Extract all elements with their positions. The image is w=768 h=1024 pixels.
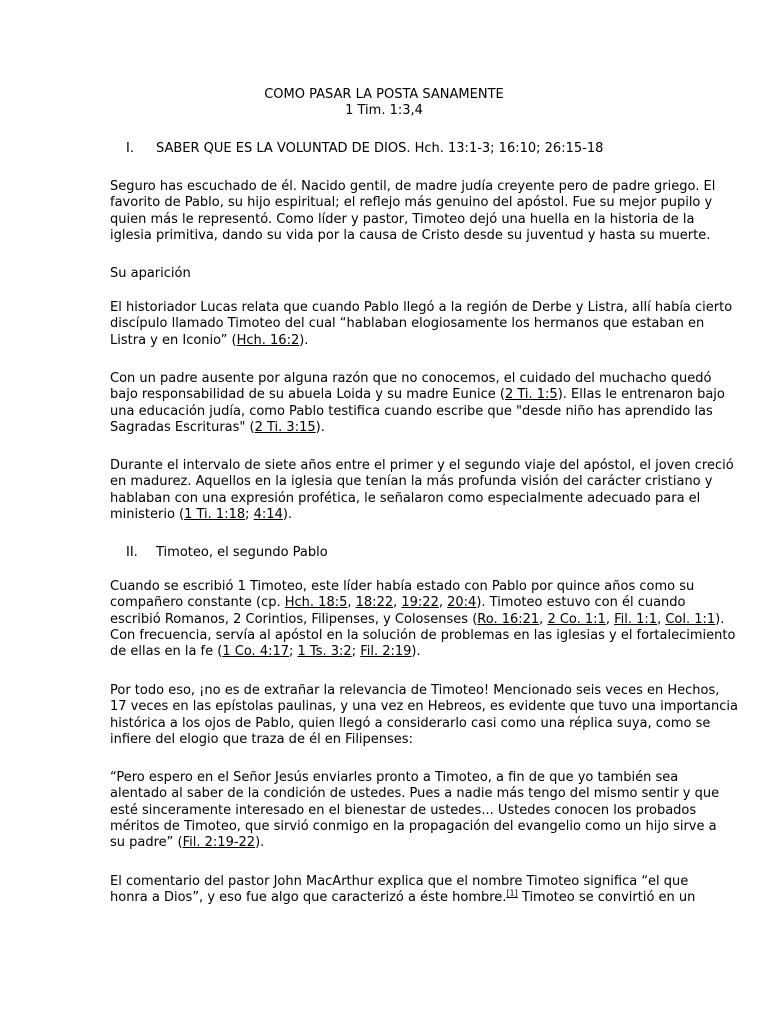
scripture-link[interactable]: Fil. 2:19-22 <box>182 835 256 851</box>
paragraph-family <box>110 371 725 436</box>
text-line: en madurez. Aquellos en la iglesia que tenían la más profunda visión del carácter cristiano y <box>110 474 713 490</box>
subheading-text: Su aparición <box>110 266 191 281</box>
text-line: discípulo llamado Timoteo del cual “hablaban elogiosamente los hermanos que estaban en <box>110 316 705 332</box>
paragraph-relevance <box>110 683 738 748</box>
text-run: , <box>539 611 548 627</box>
text-run: , <box>605 611 615 627</box>
scripture-link[interactable]: 20:4 <box>447 595 477 611</box>
text-line: quien más le representó. Como líder y pastor, Timoteo dejó una huella en la historia de la <box>110 211 695 227</box>
paragraph-maturity <box>110 458 734 523</box>
scripture-link[interactable]: 1 Ts. 3:2 <box>297 644 352 660</box>
text-line: una educación judía, como Pablo testifica cuando escribe que "desde niño has aprendido las <box>110 403 713 419</box>
section-number: I. <box>126 141 134 156</box>
scripture-link[interactable]: 2 Ti. 1:5 <box>504 387 558 403</box>
text-run: , <box>347 595 356 611</box>
text-line <box>110 835 670 851</box>
text-run: ). <box>411 644 421 660</box>
text-run: ). <box>255 835 265 851</box>
text-line: hablaban con una expresión profética, le señalaron como especialmente adecuado para el <box>110 490 701 506</box>
text-line: histórica a los ojos de Pablo, quien llegó a considerarlo casi como una réplica suya, como se <box>110 715 711 731</box>
text-line: 17 veces en las epístolas paulinas, y una vez en Hebreos, es evidente que tuvo una importancia <box>110 699 738 715</box>
text-run: ). <box>282 506 293 522</box>
paragraph-appearance <box>110 300 733 349</box>
text-run: , <box>657 611 666 627</box>
paragraph-intro <box>110 179 716 244</box>
text-run: escribió Romanos, 2 Corintios, Filipenses, y Colosenses ( <box>110 611 478 627</box>
text-line: Seguro has escuchado de él. Nacido gentil, de madre judía creyente pero de padre griego. El <box>110 179 716 194</box>
text-line <box>110 888 696 906</box>
title-line: COMO PASAR LA POSTA SANAMENTE <box>264 87 504 102</box>
paragraph-commentary <box>110 874 696 907</box>
subheading <box>110 266 670 282</box>
section-number: II. <box>126 545 138 560</box>
scripture-link[interactable]: 1 Co. 4:17 <box>222 644 290 660</box>
scripture-link[interactable]: Hch. 18:5 <box>284 595 348 611</box>
document-title <box>0 87 768 120</box>
text-line: alentado al saber de la condición de ustedes. Pues a nadie más tengo del mismo sentir y que <box>110 786 720 802</box>
text-line: infiere del elogio que traza de él en Filipenses: <box>110 731 413 747</box>
scripture-link[interactable]: 2 Co. 1:1 <box>547 611 606 627</box>
text-run: ). Ellas le entrenaron bajo <box>557 387 725 403</box>
section-title: Timoteo, el segundo Pablo <box>156 545 328 560</box>
text-line <box>110 611 725 628</box>
text-run: ). Timoteo estuvo con él cuando <box>476 595 686 611</box>
text-line <box>110 333 670 349</box>
text-run: , <box>393 595 402 611</box>
footnote-link[interactable]: [1] <box>506 888 518 898</box>
text-line: iglesia primitiva, dando su vida por la causa de Cristo desde su juventud y hasta su muerte. <box>110 227 711 243</box>
text-run: ; <box>289 644 298 660</box>
paragraph-companion <box>110 579 736 660</box>
text-line: “Pero espero en el Señor Jesús enviarles pronto a Timoteo, a fin de que yo también sea <box>110 770 679 785</box>
text-run: Sagradas Escrituras" ( <box>110 419 255 435</box>
text-run: , <box>438 595 448 611</box>
text-line: El comentario del pastor John MacArthur explica que el nombre Timoteo significa “el que <box>110 874 689 889</box>
scripture-link[interactable]: Hch. 16:2 <box>236 332 300 348</box>
text-run: Timoteo se convirtió en un <box>517 890 696 906</box>
text-run: bajo responsabilidad de su abuela Loida y su madre Eunice ( <box>110 387 505 403</box>
text-run: ). <box>315 419 325 435</box>
scripture-link[interactable]: 4:14 <box>253 506 283 522</box>
scripture-link[interactable]: Fil. 2:19 <box>360 644 412 660</box>
text-line <box>110 387 725 403</box>
scripture-link[interactable]: 19:22 <box>401 595 439 611</box>
paragraph-quote <box>110 770 720 851</box>
title-reference: 1 Tim. 1:3,4 <box>345 103 423 119</box>
text-line: esté sinceramente interesado en el bienestar de ustedes... Ustedes conocen los probados <box>110 802 697 818</box>
text-line <box>110 420 670 436</box>
text-run: ministerio ( <box>110 506 185 522</box>
text-line: Con un padre ausente por alguna razón que no conocemos, el cuidado del muchacho quedó <box>110 371 712 386</box>
text-line <box>110 507 670 523</box>
scripture-link[interactable]: Col. 1:1 <box>665 611 716 627</box>
section-title: SABER QUE ES LA VOLUNTAD DE DIOS. Hch. 13:1-3; 16:10; 26:15-18 <box>156 141 604 156</box>
text-run: ). <box>299 332 309 348</box>
text-run: ). <box>715 611 725 627</box>
text-line: Cuando se escribió 1 Timoteo, este líder había estado con Pablo por quince años como su <box>110 579 695 594</box>
scripture-link[interactable]: 18:22 <box>355 595 394 611</box>
text-run: Listra y en Iconio” ( <box>110 332 237 348</box>
scripture-link[interactable]: 2 Ti. 3:15 <box>254 419 316 435</box>
text-line <box>110 644 670 660</box>
scripture-link[interactable]: 1 Ti. 1:18 <box>184 506 246 522</box>
scripture-link[interactable]: Ro. 16:21 <box>477 611 540 627</box>
text-run: honra a Dios”, y eso fue algo que caracterizó a éste hombre. <box>110 890 507 906</box>
text-line: El historiador Lucas relata que cuando Pablo llegó a la región de Derbe y Listra, allí había cierto <box>110 300 733 315</box>
text-line: Con frecuencia, servía al apóstol en la solución de problemas en las iglesias y el fortalecimiento <box>110 627 736 643</box>
scripture-link[interactable]: Fil. 1:1 <box>614 611 658 627</box>
text-line: méritos de Timoteo, que sirvió conmigo en la propagación del evangelio como un hijo sirve a <box>110 818 717 834</box>
text-line: Durante el intervalo de siete años entre el primer y el segundo viaje del apóstol, el joven creció <box>110 458 734 473</box>
text-line: favorito de Pablo, su hijo espiritual; el reflejo más genuino del apóstol. Fue su mejor pupilo y <box>110 195 713 211</box>
text-line <box>110 595 686 611</box>
text-run: ; <box>245 506 254 522</box>
text-run: compañero constante (cp. <box>110 595 285 611</box>
text-run: su padre” ( <box>110 835 183 851</box>
text-run: ; <box>351 644 361 660</box>
text-line: Por todo eso, ¡no es de extrañar la relevancia de Timoteo! Mencionado seis veces en Hechos, <box>110 683 720 698</box>
text-run: de ellas en la fe ( <box>110 644 223 660</box>
